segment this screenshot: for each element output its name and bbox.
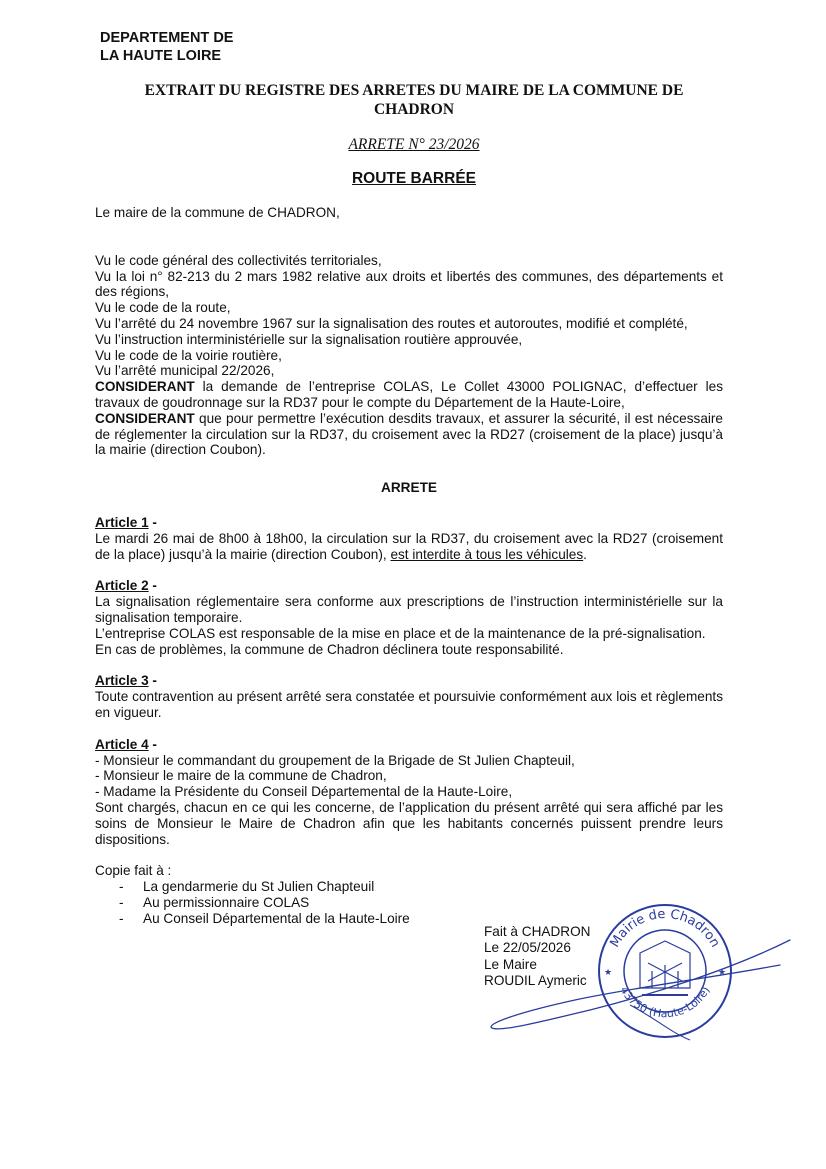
article-1-body: Le mardi 26 mai de 8h00 à 18h00, la circulation sur la RD37, du croisement avec la RD27 (croisement de la place) jusqu’à la mairie (direction Coubon), — [95, 530, 723, 562]
arrete-subject: ROUTE BARRÉE — [351, 170, 476, 187]
article-2-text-2: L’entreprise COLAS est responsable de la mise en place et de la maintenance de la pré-signalisation. — [95, 625, 706, 641]
article-1-emphasis: est interdite à tous les véhicules — [390, 546, 584, 562]
vu-line: Vu le code général des collectivités territoriales, — [95, 252, 382, 268]
article-2-heading — [95, 578, 723, 594]
copies-label: Copie fait à : — [95, 863, 172, 879]
article-3-heading — [95, 673, 723, 689]
stamp-emblem-icon — [640, 941, 690, 995]
article-2-label: Article 2 — [95, 578, 149, 594]
article-2-text-3: En cas de problèmes, la commune de Chadron déclinera toute responsabilité. — [95, 641, 564, 657]
considerant-label: CONSIDERANT — [95, 379, 195, 395]
article-3-text: Toute contravention au présent arrêté sera constatée et poursuivie conformément aux lois et règlements en vigueur. — [95, 689, 723, 720]
svg-text:★: ★ — [718, 968, 727, 978]
article-4-heading — [95, 737, 723, 753]
department-header — [100, 29, 233, 65]
document-title — [100, 81, 728, 119]
article-4-recipient: - Madame la Présidente du Conseil Départemental de la Haute-Loire, — [95, 784, 513, 800]
document-body — [95, 205, 723, 926]
vu-line: Vu le code de la voirie routière, — [95, 347, 282, 363]
article-2-text-1: La signalisation réglementaire sera conforme aux prescriptions de l’instruction interministérielle sur la signalisation temporaire. — [95, 594, 723, 625]
article-3-label: Article 3 — [95, 673, 149, 689]
article-4-text: Sont chargés, chacun en ce qui les concerne, de l’application du présent arrêté qui sera affiché par les soins de Monsieur le Maire de Chadron afin que les habitants concernés puissent prendre leurs dispositions. — [95, 799, 723, 847]
vu-line: Vu l’instruction interministérielle sur la signalisation routière approuvée, — [95, 331, 523, 347]
vu-line: Vu la loi n° 82-213 du 2 mars 1982 relative aux droits et libertés des communes, des départements et des régions, — [95, 268, 723, 300]
preamble-intro: Le maire de la commune de CHADRON, — [95, 205, 340, 220]
article-4-recipient: - Monsieur le commandant du groupement de la Brigade de St Julien Chapteuil, — [95, 752, 575, 768]
signature-place: Fait à CHADRON — [484, 924, 591, 939]
vu-line: Vu l’arrêté municipal 22/2026, — [95, 363, 275, 379]
vu-line: Vu le code de la route, — [95, 300, 231, 316]
vu-line: Vu l’arrêté du 24 novembre 1967 sur la signalisation des routes et autoroutes, modifié et complété, — [95, 315, 688, 331]
article-1-text — [95, 531, 723, 563]
list-item: - Au permissionnaire COLAS — [119, 895, 723, 911]
signature-role: Le Maire — [484, 956, 537, 972]
considerant-paragraph — [95, 411, 723, 458]
signature-date: Le 22/05/2026 — [484, 940, 571, 956]
department-line-1: DEPARTEMENT DE — [100, 30, 234, 46]
considerant-text: que pour permettre l’exécution desdits travaux, et assurer la sécurité, il est nécessaire de réglementer la circulation sur la RD37, du croisement avec la RD27 (croisement de la place) jusqu’à la mairie (direction Coubon). — [95, 410, 723, 458]
article-1-end: . — [583, 546, 587, 562]
arrete-number: ARRETE N° 23/2026 — [348, 136, 480, 153]
title-line-2: CHADRON — [373, 101, 455, 118]
list-item: - Au Conseil Départemental de la Haute-Loire — [119, 911, 723, 927]
considerant-label: CONSIDERANT — [95, 410, 195, 426]
stamp-top-text: Mairie de Chadron — [607, 906, 723, 951]
article-1-label: Article 1 — [95, 514, 149, 530]
title-line-1: EXTRAIT DU REGISTRE DES ARRETES DU MAIRE DE LA COMMUNE DE — [144, 82, 684, 99]
considerant-text: la demande de l’entreprise COLAS, Le Collet 43000 POLIGNAC, d’effectuer les travaux de goudronnage sur la RD37 pour le compte du Département de la Haute-Loire, — [95, 379, 723, 410]
signature-name: ROUDIL Aymeric — [484, 972, 587, 988]
article-4-suffix: - — [148, 736, 157, 752]
article-3-suffix: - — [148, 673, 157, 689]
article-4-recipient: - Monsieur le maire de la commune de Chadron, — [95, 768, 387, 784]
svg-text:★: ★ — [604, 968, 613, 978]
mairie-stamp — [590, 893, 740, 1043]
list-item: - La gendarmerie du St Julien Chapteuil — [119, 879, 723, 895]
arrete-heading: ARRETE — [381, 480, 437, 496]
article-4-label: Article 4 — [95, 736, 149, 752]
stamp-bottom-text: 43750 (Haute-Loire) — [617, 984, 713, 1021]
department-line-2: LA HAUTE LOIRE — [100, 48, 222, 64]
article-1-suffix: - — [148, 514, 157, 530]
article-1-heading — [95, 515, 723, 531]
article-2-suffix: - — [148, 578, 157, 594]
considerant-paragraph — [95, 379, 723, 411]
